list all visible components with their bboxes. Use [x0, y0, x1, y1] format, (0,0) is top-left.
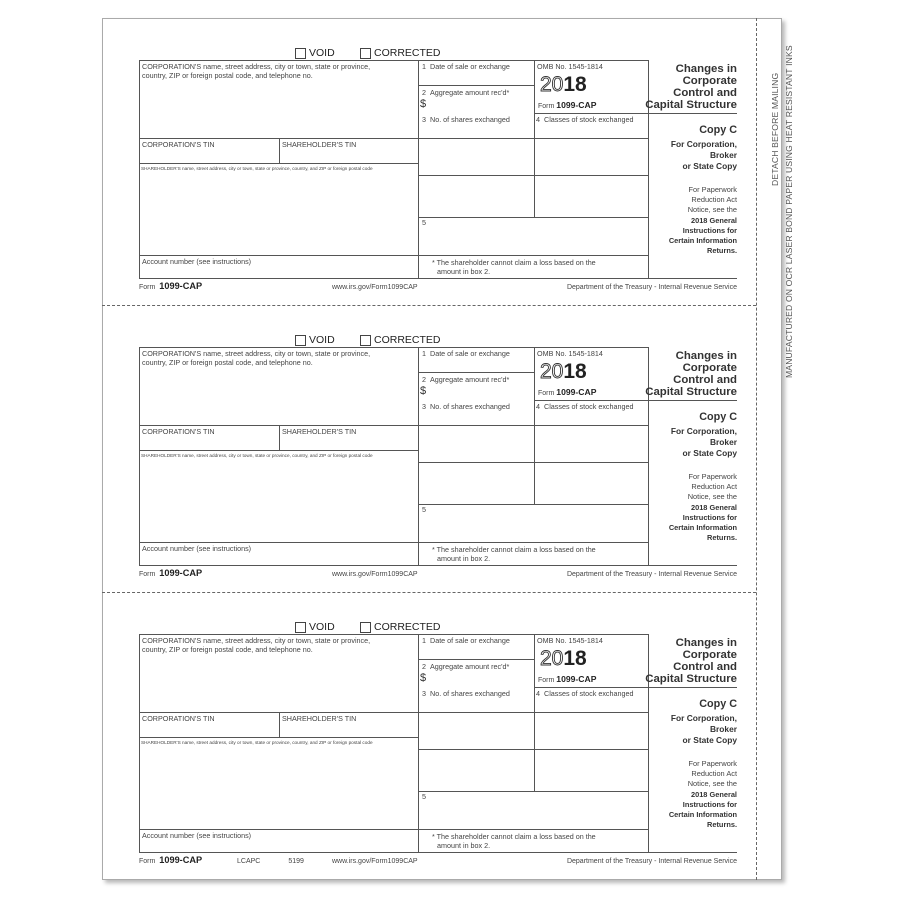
footer-department: Department of the Treasury - Internal Revenue Service — [566, 284, 737, 291]
box4-label: 4 Classes of stock exchanged — [536, 402, 634, 411]
box3-label: 3 No. of shares exchanged — [422, 689, 510, 698]
copy-recipient: For Corporation, Broker or State Copy — [670, 713, 737, 745]
void-box[interactable] — [295, 622, 306, 633]
footer-department: Department of the Treasury - Internal Revenue Service — [566, 571, 737, 578]
box2-label: 2 Aggregate amount rec'd* — [422, 88, 510, 97]
account-number-label: Account number (see instructions) — [142, 831, 252, 840]
box2-dollar-sign: $ — [420, 672, 427, 684]
loss-note: * The shareholder cannot claim a loss based on the amount in box 2. — [432, 545, 596, 563]
account-number-label: Account number (see instructions) — [142, 544, 252, 553]
corporation-tin-label: CORPORATION'S TIN — [142, 140, 215, 149]
omb-number: OMB No. 1545-1814 — [537, 636, 603, 645]
footer-form-name: Form 1099-CAP — [139, 568, 203, 578]
corrected-box[interactable] — [360, 48, 371, 59]
corrected-box[interactable] — [360, 622, 371, 633]
shareholder-name-label: SHAREHOLDER'S name, street address, city or town, state or province, country, and ZIP or foreign postal code — [141, 740, 373, 745]
tax-year: 2018 — [540, 647, 587, 670]
form-title: Changes in Corporate Control and Capital Structure — [645, 637, 737, 685]
tax-year: 2018 — [540, 360, 587, 383]
form-copy-3 — [139, 592, 737, 865]
corrected-label: CORRECTED — [374, 47, 441, 59]
footer-form-name: Form 1099-CAP — [139, 281, 203, 291]
box1-label: 1 Date of sale or exchange — [422, 636, 510, 645]
paperwork-notice: For Paperwork Reduction Act Notice, see the 2018 General Instructions for Certain Information Returns. — [668, 472, 737, 543]
corrected-label: CORRECTED — [374, 621, 441, 633]
void-label: VOID — [309, 621, 335, 633]
shareholder-name-label: SHAREHOLDER'S name, street address, city or town, state or province, country, and ZIP or foreign postal code — [141, 166, 373, 171]
paperwork-notice: For Paperwork Reduction Act Notice, see the 2018 General Instructions for Certain Information Returns. — [668, 185, 737, 256]
shareholder-name-label: SHAREHOLDER'S name, street address, city or town, state or province, country, and ZIP or foreign postal code — [141, 453, 373, 458]
box2-dollar-sign: $ — [420, 98, 427, 110]
form-copy-1 — [139, 18, 737, 291]
vertical-perforation — [756, 18, 757, 880]
omb-number: OMB No. 1545-1814 — [537, 349, 603, 358]
form-id-box: Form 1099-CAP — [538, 387, 597, 397]
box3-label: 3 No. of shares exchanged — [422, 402, 510, 411]
void-box[interactable] — [295, 335, 306, 346]
omb-number: OMB No. 1545-1814 — [537, 62, 603, 71]
box2-dollar-sign: $ — [420, 385, 427, 397]
loss-note: * The shareholder cannot claim a loss based on the amount in box 2. — [432, 832, 596, 850]
account-number-label: Account number (see instructions) — [142, 257, 252, 266]
box2-label: 2 Aggregate amount rec'd* — [422, 662, 510, 671]
copy-recipient: For Corporation, Broker or State Copy — [670, 139, 737, 171]
shareholder-tin-label: SHAREHOLDER'S TIN — [282, 140, 357, 149]
copy-label: Copy C — [699, 698, 737, 710]
shareholder-tin-label: SHAREHOLDER'S TIN — [282, 714, 357, 723]
footer-form-name: Form 1099-CAP — [139, 855, 203, 865]
form-id-box: Form 1099-CAP — [538, 100, 597, 110]
paper-notice: MANUFACTURED ON OCR LASER BOND PAPER USING HEAT RESISTANT INKS — [784, 45, 794, 378]
corporation-tin-label: CORPORATION'S TIN — [142, 714, 215, 723]
void-checkbox[interactable] — [295, 334, 335, 346]
copy-label: Copy C — [699, 411, 737, 423]
form-title: Changes in Corporate Control and Capital Structure — [645, 63, 737, 111]
void-checkbox[interactable] — [295, 47, 335, 59]
void-checkbox[interactable] — [295, 621, 335, 633]
box1-label: 1 Date of sale or exchange — [422, 349, 510, 358]
box5-label: 5 — [422, 792, 426, 801]
detach-notice: DETACH BEFORE MAILING — [770, 72, 780, 186]
corrected-checkbox[interactable] — [360, 47, 441, 59]
corporation-info-label: CORPORATION'S name, street address, city or town, state or province, country, ZIP or foreign postal code, and telephone no. — [142, 636, 371, 654]
paperwork-notice: For Paperwork Reduction Act Notice, see the 2018 General Instructions for Certain Information Returns. — [668, 759, 737, 830]
form-copy-2 — [139, 305, 737, 578]
corporation-info-label: CORPORATION'S name, street address, city or town, state or province, country, ZIP or foreign postal code, and telephone no. — [142, 349, 371, 367]
form-title: Changes in Corporate Control and Capital Structure — [645, 350, 737, 398]
copy-recipient: For Corporation, Broker or State Copy — [670, 426, 737, 458]
corrected-checkbox[interactable] — [360, 334, 441, 346]
box5-label: 5 — [422, 218, 426, 227]
tax-year: 2018 — [540, 73, 587, 96]
void-label: VOID — [309, 47, 335, 59]
footer-department: Department of the Treasury - Internal Revenue Service — [566, 858, 737, 865]
footer-codes: LCAPC 5199 — [237, 858, 304, 865]
void-box[interactable] — [295, 48, 306, 59]
box4-label: 4 Classes of stock exchanged — [536, 689, 634, 698]
corporation-tin-label: CORPORATION'S TIN — [142, 427, 215, 436]
footer-url: www.irs.gov/Form1099CAP — [332, 571, 418, 578]
corrected-box[interactable] — [360, 335, 371, 346]
corporation-info-label: CORPORATION'S name, street address, city or town, state or province, country, ZIP or foreign postal code, and telephone no. — [142, 62, 371, 80]
corrected-checkbox[interactable] — [360, 621, 441, 633]
loss-note: * The shareholder cannot claim a loss based on the amount in box 2. — [432, 258, 596, 276]
footer-url: www.irs.gov/Form1099CAP — [332, 858, 418, 865]
corrected-label: CORRECTED — [374, 334, 441, 346]
shareholder-tin-label: SHAREHOLDER'S TIN — [282, 427, 357, 436]
box5-label: 5 — [422, 505, 426, 514]
void-label: VOID — [309, 334, 335, 346]
box1-label: 1 Date of sale or exchange — [422, 62, 510, 71]
form-id-box: Form 1099-CAP — [538, 674, 597, 684]
copy-label: Copy C — [699, 124, 737, 136]
footer-url: www.irs.gov/Form1099CAP — [332, 284, 418, 291]
box4-label: 4 Classes of stock exchanged — [536, 115, 634, 124]
box2-label: 2 Aggregate amount rec'd* — [422, 375, 510, 384]
box3-label: 3 No. of shares exchanged — [422, 115, 510, 124]
